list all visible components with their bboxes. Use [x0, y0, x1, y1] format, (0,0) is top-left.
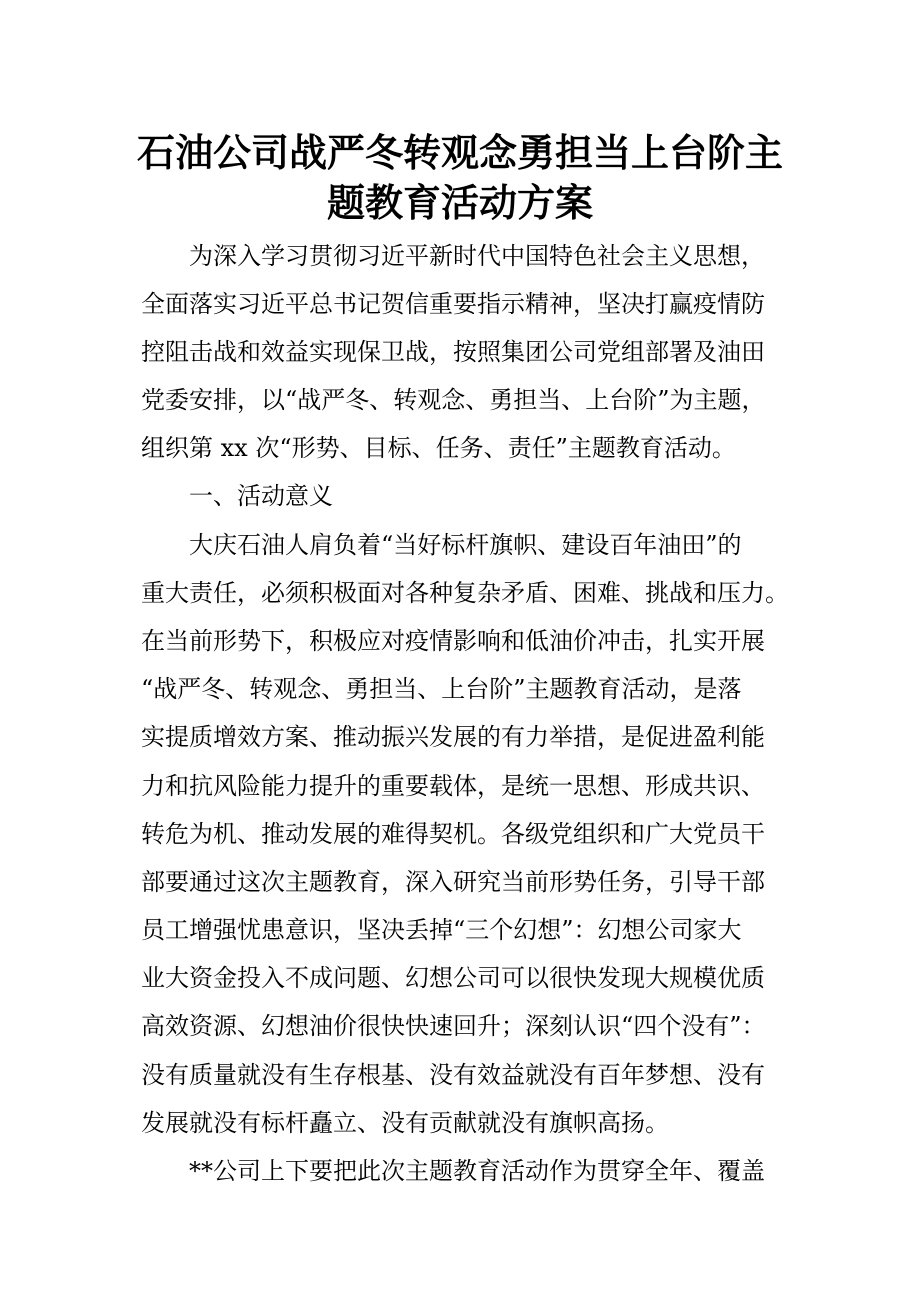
- paragraph-line: 力和抗风险能力提升的重要载体，是统一思想、形成共识、: [141, 772, 765, 800]
- paragraph-line: 组织第 xx 次“形势、目标、任务、责任”主题教育活动。: [141, 434, 736, 462]
- paragraph-line: 转危为机、推动发展的难得契机。各级党组织和广大党员干: [141, 820, 765, 848]
- paragraph-line: **公司上下要把此次主题教育活动作为贯穿全年、覆盖: [189, 1157, 765, 1185]
- paragraph-line: 高效资源、幻想油价很快快速回升；深刻认识“四个没有”：: [141, 1012, 766, 1040]
- section-heading: 一、活动意义: [189, 482, 333, 510]
- paragraph-line: 党委安排，以“战严冬、转观念、勇担当、上台阶”为主题，: [141, 386, 766, 414]
- document-title-line-1: 石油公司战严冬转观念勇担当上台阶主: [136, 131, 783, 175]
- paragraph-line: 大庆石油人肩负着“当好标杆旗帜、建设百年油田”的: [189, 531, 742, 559]
- paragraph-line: 部要通过这次主题教育，深入研究当前形势任务，引导干部: [141, 868, 765, 896]
- paragraph-line: 在当前形势下，积极应对疫情影响和低油价冲击，扎实开展: [141, 627, 765, 655]
- paragraph-line: 为深入学习贯彻习近平新时代中国特色社会主义思想，: [189, 242, 765, 270]
- document-title-line-2: 题教育活动方案: [326, 181, 593, 225]
- paragraph-line: 业大资金投入不成问题、幻想公司可以很快发现大规模优质: [141, 964, 765, 992]
- paragraph-line: 员工增强忧患意识，坚决丢掉“三个幻想”：幻想公司家大: [141, 916, 742, 944]
- paragraph-line: 没有质量就没有生存根基、没有效益就没有百年梦想、没有: [141, 1061, 765, 1089]
- paragraph-line: 控阻击战和效益实现保卫战，按照集团公司党组部署及油田: [141, 338, 765, 366]
- paragraph-line: 实提质增效方案、推动振兴发展的有力举措，是促进盈利能: [141, 723, 765, 751]
- paragraph-line: 发展就没有标杆矗立、没有贡献就没有旗帜高扬。: [141, 1109, 669, 1137]
- paragraph-line: “战严冬、转观念、勇担当、上台阶”主题教育活动，是落: [141, 675, 742, 703]
- paragraph-line: 全面落实习近平总书记贺信重要指示精神，坚决打赢疫情防: [141, 290, 765, 318]
- paragraph-line: 重大责任，必须积极面对各种复杂矛盾、困难、挑战和压力。: [141, 579, 789, 607]
